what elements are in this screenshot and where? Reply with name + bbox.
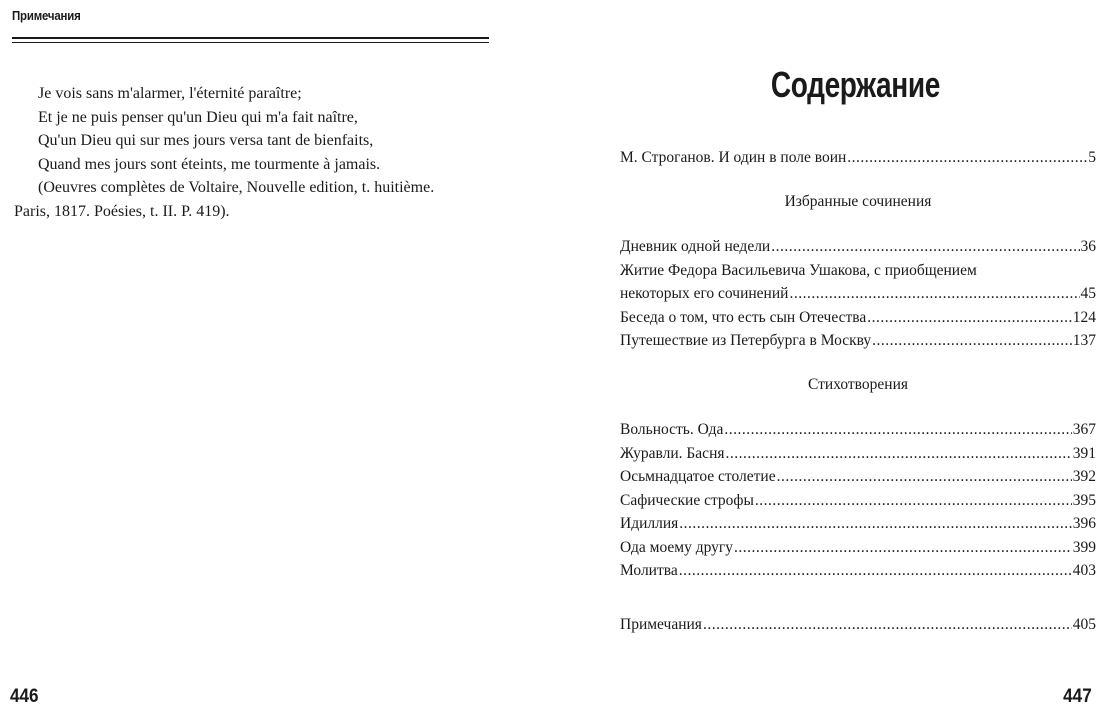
- poem-line: Et je ne puis penser qu'un Dieu qui m'a fait naître,: [38, 108, 358, 126]
- toc-entry[interactable]: [620, 536, 1096, 560]
- toc-entry-page: 5: [1088, 149, 1096, 166]
- toc-entry[interactable]: [620, 559, 1096, 583]
- leader-dots: [755, 489, 1072, 513]
- toc-title: [610, 64, 1100, 106]
- toc-entry-page: 396: [1072, 515, 1096, 532]
- left-page: [0, 0, 500, 724]
- leader-dots: [872, 329, 1072, 353]
- right-page: [610, 0, 1100, 724]
- toc-entry[interactable]: [620, 418, 1096, 442]
- toc-entry-page: 392: [1072, 468, 1096, 485]
- toc-entry-title: Вольность. Ода: [620, 421, 724, 438]
- toc-entry[interactable]: [620, 306, 1096, 330]
- leader-dots: [679, 512, 1071, 536]
- leader-dots: [679, 559, 1072, 583]
- poem-line: Je vois sans m'alarmer, l'éternité paraître;: [38, 85, 302, 102]
- toc-entry[interactable]: [620, 282, 1096, 306]
- section-heading: Избранные сочинения: [784, 192, 932, 210]
- toc-entry-title: Сафические строфы: [620, 491, 754, 509]
- citation-line: (Oeuvres complètes de Voltaire, Nouvelle edition, t. huitième.: [38, 179, 435, 196]
- toc-entry-page: 399: [1072, 538, 1096, 556]
- toc-entry[interactable]: [620, 235, 1096, 259]
- toc-entry-title: Примечания: [620, 615, 702, 633]
- toc-entry[interactable]: [620, 489, 1096, 513]
- running-head: Примечания: [12, 8, 81, 23]
- poem-quotation: [14, 82, 494, 223]
- toc-entry-page: 45: [1080, 285, 1096, 302]
- toc-entry-page: 405: [1072, 615, 1096, 633]
- toc-entry-title: Дневник одной недели: [620, 238, 771, 255]
- toc-entry[interactable]: [620, 146, 1096, 170]
- header-rule-thin: [12, 42, 489, 43]
- toc-entry[interactable]: [620, 512, 1096, 536]
- leader-dots: [789, 282, 1079, 306]
- toc-entry-title: Молитва: [620, 562, 678, 579]
- toc-entry-title: Журавли. Басня: [620, 444, 725, 462]
- toc-entry-notes[interactable]: [620, 613, 1096, 637]
- poem-line: Qu'un Dieu qui sur mes jours versa tant de bienfaits,: [38, 132, 374, 149]
- toc-entry-title: Идиллия: [620, 515, 679, 532]
- toc-title-text: Содержание: [770, 64, 940, 105]
- toc-entry-page: 124: [1072, 308, 1096, 326]
- toc-entry-page: 395: [1072, 491, 1096, 509]
- toc-entry[interactable]: [620, 465, 1096, 489]
- toc-entry-title: некоторых его сочинений: [620, 285, 789, 302]
- poem-line: Quand mes jours sont éteints, me tourmente à jamais.: [38, 155, 381, 173]
- toc-entry-title: М. Строганов. И один в поле воин: [620, 149, 847, 166]
- toc-entry-page: 367: [1072, 421, 1096, 438]
- leader-dots: [726, 442, 1072, 466]
- leader-dots: [724, 418, 1071, 442]
- toc-entry-title-line[interactable]: Житие Федора Васильевича Ушакова, с приобщением: [620, 261, 977, 279]
- toc-entry[interactable]: [620, 442, 1096, 466]
- toc-entry-page: 36: [1080, 238, 1096, 255]
- header-rule-thick: [12, 37, 489, 39]
- leader-dots: [777, 465, 1072, 489]
- toc-entry-title: Путешествие из Петербурга в Москву: [620, 332, 872, 349]
- toc-entry-title: Беседа о том, что есть сын Отечества: [620, 308, 867, 326]
- leader-dots: [867, 306, 1072, 330]
- page-number-right: 447: [1063, 686, 1092, 707]
- toc-entry-page: 391: [1072, 444, 1096, 462]
- toc-entry-title: Ода моему другу: [620, 538, 733, 556]
- toc-entry[interactable]: [620, 329, 1096, 353]
- leader-dots: [734, 536, 1072, 560]
- section-heading: Стихотворения: [808, 375, 908, 393]
- citation-line: Paris, 1817. Poésies, t. II. P. 419).: [14, 202, 230, 220]
- page-number-left: 446: [10, 686, 39, 707]
- toc-entry-page: 403: [1072, 562, 1096, 579]
- leader-dots: [847, 146, 1087, 170]
- leader-dots: [703, 613, 1072, 637]
- toc-entry-title: Осьмнадцатое столетие: [620, 468, 776, 485]
- toc-entry-page: 137: [1072, 332, 1096, 349]
- table-of-contents: [620, 146, 1096, 636]
- leader-dots: [771, 235, 1079, 259]
